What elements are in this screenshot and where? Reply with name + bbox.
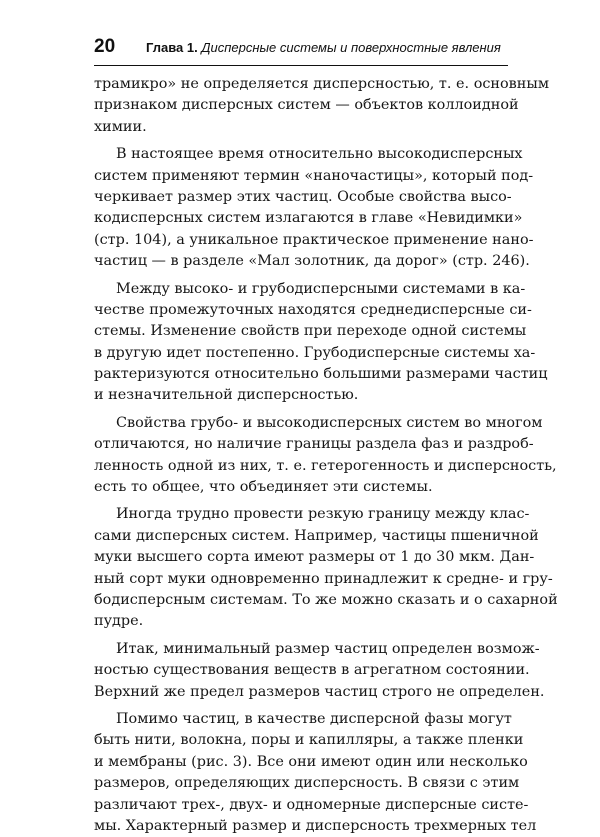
chapter-title: Дисперсные системы и поверхностные явления — [201, 40, 501, 55]
paragraph — [94, 279, 548, 407]
text-line: ленность одной из них, т. е. гетерогенность и дисперсность, — [94, 457, 557, 474]
text-line: ный сорт муки одновременно принадлежит к средне- и гру- — [94, 570, 553, 587]
text-line: в другую идет постепенно. Грубодисперсные системы ха- — [94, 344, 536, 361]
paragraph — [94, 709, 537, 837]
paragraph — [94, 639, 545, 703]
text-line: Помимо частиц, в качестве дисперсной фазы могут — [116, 710, 512, 727]
text-line: размеров, определяющих дисперсность. В связи с этим — [94, 775, 520, 792]
text-line: отличаются, но наличие границы раздела фаз и раздроб- — [94, 436, 534, 453]
text-line: бодисперсным системам. То же можно сказать и о сахарной — [94, 591, 558, 608]
text-line: черкивает размер этих частиц. Особые свойства высо- — [94, 188, 512, 205]
text-line: сами дисперсных систем. Например, частицы пшеничной — [94, 527, 539, 544]
text-line: мы. Характерный размер и дисперсность трехмерных тел — [94, 817, 537, 834]
chapter-label: Глава 1. — [146, 40, 198, 55]
text-line: честве промежуточных находятся среднедисперсные си- — [94, 301, 532, 318]
text-line: Иногда трудно провести резкую границу между клас- — [116, 506, 530, 523]
text-line: стемы. Изменение свойств при переходе одной системы — [94, 323, 527, 340]
paragraph — [94, 74, 550, 138]
paragraph — [94, 144, 534, 272]
text-line: трамикро» не определяется дисперсностью, т. е. основным — [94, 76, 550, 92]
text-line: пудре. — [94, 613, 144, 630]
text-line: есть то общее, что объединяет эти системы. — [94, 479, 433, 496]
text-line: В настоящее время относительно высокодисперсных — [116, 146, 523, 163]
text-line: и незначительной дисперсностью. — [94, 387, 359, 404]
text-line: рактеризуются относительно большими размерами частиц — [94, 366, 548, 383]
text-line: (стр. 104), а уникальное практическое применение нано- — [94, 231, 534, 248]
paragraph — [94, 504, 558, 632]
text-line: Между высоко- и грубодисперсными системами в ка- — [116, 280, 526, 297]
text-line: быть нити, волокна, поры и капилляры, а также пленки — [94, 732, 524, 749]
text-line: систем применяют термин «наночастицы», который под- — [94, 167, 534, 184]
text-line: химии. — [94, 118, 147, 135]
text-line: различают трех-, двух- и одномерные дисперсные систе- — [94, 796, 529, 813]
text-line: Свойства грубо- и высокодисперсных систем во многом — [116, 414, 543, 431]
text-line: ностью существования веществ в агрегатном состоянии. — [94, 662, 530, 679]
text-line: кодисперсных систем излагаются в главе «Невидимки» — [94, 210, 523, 227]
running-header — [146, 40, 501, 55]
body-text — [94, 74, 558, 837]
paragraph — [94, 413, 557, 499]
text-line: и мембраны (рис. 3). Все они имеют один или несколько — [94, 753, 528, 770]
page-number: 20 — [94, 36, 116, 57]
text-line: муки высшего сорта имеют размеры от 1 до 30 мкм. Дан- — [94, 549, 535, 566]
text-line: признаком дисперсных систем — объектов коллоидной — [94, 97, 519, 114]
header-rule — [94, 65, 508, 66]
text-line: Верхний же предел размеров частиц строго не определен. — [94, 683, 545, 700]
text-line: Итак, минимальный размер частиц определен возмож- — [116, 640, 540, 657]
text-line: частиц — в разделе «Мал золотник, да дорог» (стр. 246). — [94, 253, 530, 270]
